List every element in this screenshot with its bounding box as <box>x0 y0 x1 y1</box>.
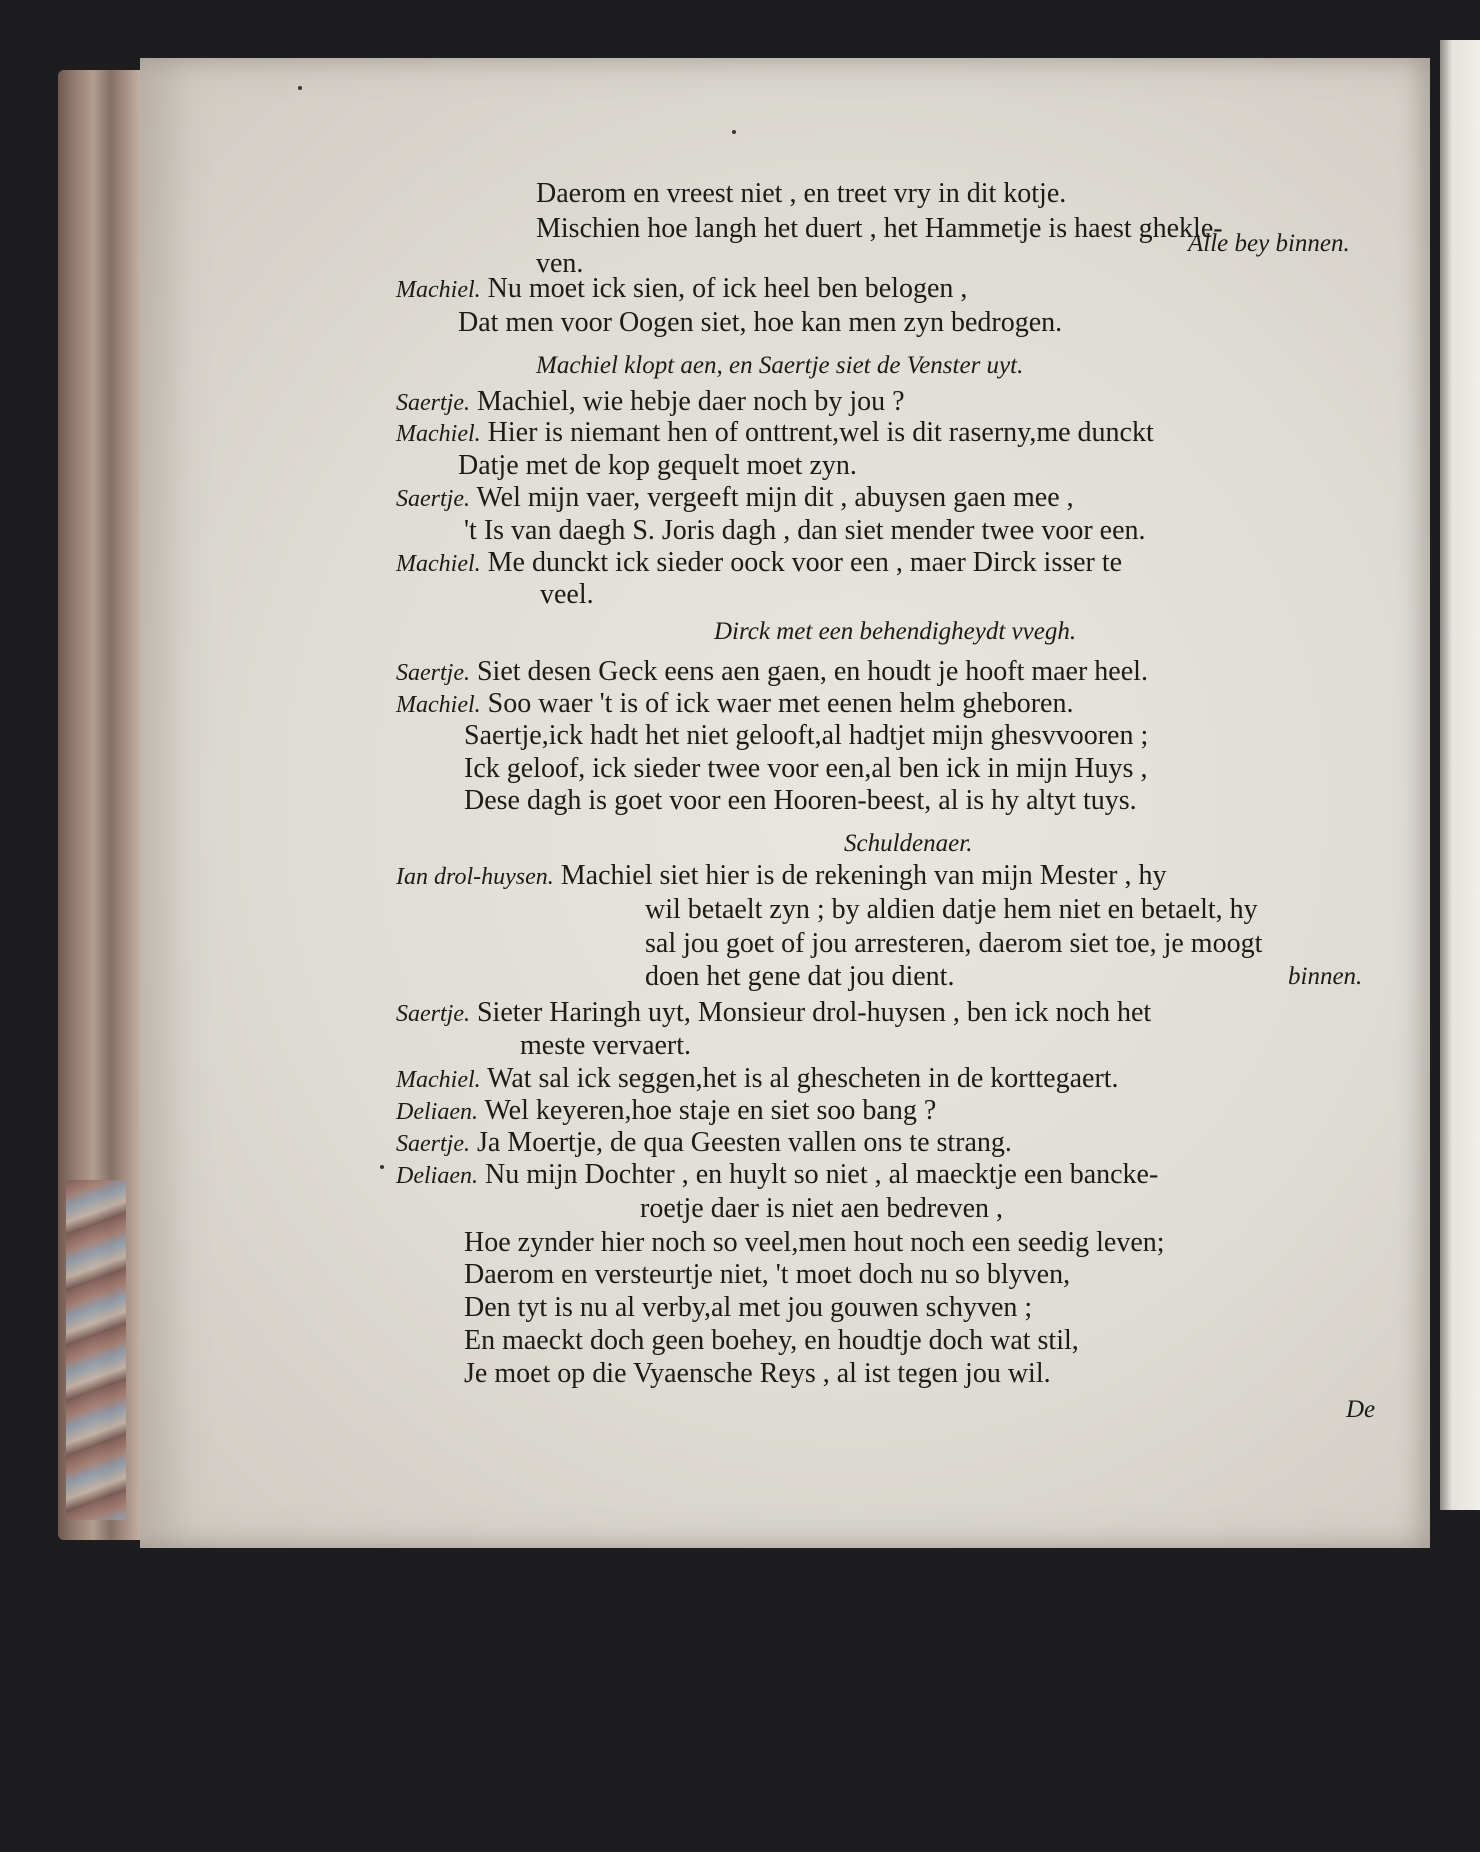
text-line: Ick geloof, ick sieder twee voor een,al ben ick in mijn Huys , <box>464 753 1148 784</box>
text-line: Daerom en vreest niet , en treet vry in dit kotje. <box>536 178 1067 209</box>
text-line: doen het gene dat jou dient. <box>645 961 955 992</box>
speech-line: Machiel. Soo waer 't is of ick waer met eenen helm gheboren. <box>396 688 1074 719</box>
text-line: Daerom en versteurtje niet, 't moet doch nu so blyven, <box>464 1259 1071 1290</box>
text-line: Hoe zynder hier noch so veel,men hout noch een seedig leven; <box>464 1227 1165 1258</box>
text-line: Dese dagh is goet voor een Hooren-beest, al is hy altyt tuys. <box>464 785 1137 816</box>
book-page <box>140 58 1430 1548</box>
text-line: Saertje,ick hadt het niet gelooft,al hadtjet mijn ghesvvooren ; <box>464 720 1149 751</box>
text-line: roetje daer is niet aen bedreven , <box>640 1193 1004 1224</box>
text-line: En maeckt doch geen boehey, en houdtje doch wat stil, <box>464 1325 1079 1356</box>
speech-line: Saertje. Ja Moertje, de qua Geesten vallen ons te strang. <box>396 1127 1012 1158</box>
text-line: meste vervaert. <box>520 1030 692 1061</box>
marbled-endpaper <box>66 1180 126 1520</box>
text-line: veel. <box>540 579 594 610</box>
text-line: 't Is van daegh S. Joris dagh , dan siet mender twee voor een. <box>464 515 1146 546</box>
speaker-name: Machiel. <box>396 421 481 447</box>
stage-direction: Machiel klopt aen, en Saertje siet de Venster uyt. <box>536 352 1024 379</box>
speech-line: Machiel. Hier is niemant hen of onttrent,wel is dit raserny,me dunckt <box>396 417 1154 448</box>
text-line: Den tyt is nu al verby,al met jou gouwen schyven ; <box>464 1292 1033 1323</box>
text-line: sal jou goet of jou arresteren, daerom siet toe, je moogt <box>645 928 1263 959</box>
text-line: wil betaelt zyn ; by aldien datje hem niet en betaelt, hy <box>645 894 1258 925</box>
speech-line: Deliaen. Wel keyeren,hoe staje en siet soo bang ? <box>396 1095 937 1126</box>
speaker-name: Deliaen. <box>396 1099 478 1125</box>
speech-line: Saertje. Wel mijn vaer, vergeeft mijn dit , abuysen gaen mee , <box>396 482 1074 513</box>
speech-line: Machiel. Wat sal ick seggen,het is al ghescheten in de korttegaert. <box>396 1063 1119 1094</box>
speaker-name: Machiel. <box>396 551 481 577</box>
facing-page-edge <box>1440 40 1480 1510</box>
speaker-name: Saertje. <box>396 1131 470 1157</box>
speaker-name: Ian drol-huysen. <box>396 864 554 890</box>
stage-direction: binnen. <box>1288 963 1363 990</box>
speech-line: Saertje. Machiel, wie hebje daer noch by jou ? <box>396 386 905 417</box>
speaker-name: Machiel. <box>396 1067 481 1093</box>
speaker-name: Machiel. <box>396 692 481 718</box>
speaker-name: Machiel. <box>396 277 481 303</box>
speech-line: Saertje. Siet desen Geck eens aen gaen, en houdt je hooft maer heel. <box>396 656 1148 687</box>
text-line: Dat men voor Oogen siet, hoe kan men zyn bedrogen. <box>458 307 1063 338</box>
speaker-name: Saertje. <box>396 1001 470 1027</box>
speaker-name: Deliaen. <box>396 1163 478 1189</box>
speech-line: Ian drol-huysen. Machiel siet hier is de rekeningh van mijn Mester , hy <box>396 860 1167 891</box>
text-line: Je moet op die Vyaensche Reys , al ist tegen jou wil. <box>464 1358 1051 1389</box>
speech-line: Deliaen. Nu mijn Dochter , en huylt so niet , al maecktje een bancke- <box>396 1159 1159 1190</box>
stage-direction: Alle bey binnen. <box>1188 230 1350 257</box>
text-line: Datje met de kop gequelt moet zyn. <box>458 450 857 481</box>
catchword: De <box>1346 1396 1376 1423</box>
speech-line: Saertje. Sieter Haringh uyt, Monsieur drol-huysen , ben ick noch het <box>396 997 1152 1028</box>
page-text <box>140 58 1430 1548</box>
text-line: ven. <box>536 248 584 279</box>
speaker-name: Saertje. <box>396 486 470 512</box>
speech-line: Machiel. Nu moet ick sien, of ick heel ben belogen , <box>396 273 968 304</box>
speaker-name: Saertje. <box>396 390 470 416</box>
speech-line: Machiel. Me dunckt ick sieder oock voor een , maer Dirck isser te <box>396 547 1123 578</box>
speaker-name: Saertje. <box>396 660 470 686</box>
stage-direction: Dirck met een behendigheydt vvegh. <box>714 618 1077 645</box>
section-heading: Schuldenaer. <box>844 830 973 857</box>
text-line: Mischien hoe langh het duert , het Hammetje is haest ghekle- <box>536 213 1223 244</box>
